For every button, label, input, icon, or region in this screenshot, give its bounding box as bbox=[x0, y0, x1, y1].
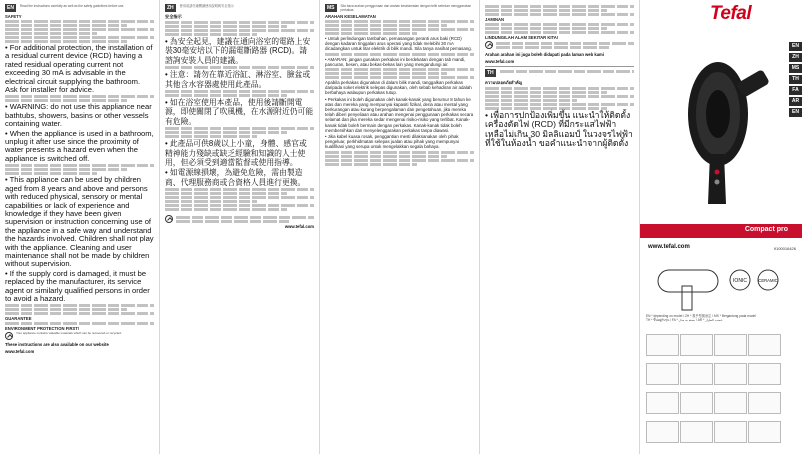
lang-badge-th: TH bbox=[487, 70, 494, 76]
spec-note-2: TH * ขึ้นอยู่กับรุ่น / FA * بسته به مدل / AR * حسب الطراز bbox=[646, 318, 723, 322]
illustration bbox=[646, 363, 679, 385]
tefal-logo: Tefal bbox=[710, 3, 752, 24]
illustration bbox=[680, 334, 713, 356]
illustration bbox=[748, 363, 781, 385]
zh-header-text: 使用前請仔細閱讀使用說明與安全指示 bbox=[179, 4, 234, 8]
lang-tab-zh: ZH bbox=[789, 53, 802, 62]
product-name: Compact pro bbox=[744, 226, 788, 233]
usage-illustrations bbox=[646, 334, 796, 450]
lang-tab-en: EN bbox=[789, 108, 802, 117]
lang-badge-ms: MS bbox=[327, 5, 335, 11]
ms-env-title: LINDUNGILAH ALAM SEKITAR KITA! bbox=[485, 35, 559, 40]
ceramic-label: CERAMIC bbox=[758, 278, 778, 283]
illustration bbox=[714, 363, 747, 385]
illustration bbox=[680, 392, 713, 414]
illustration bbox=[646, 392, 679, 414]
lang-badge-zh: ZH bbox=[167, 5, 174, 11]
en-env-text: Your appliance contains valuable materials which can be recovered or recycled. bbox=[16, 331, 122, 336]
ms-children: • Perkakas ini boleh digunakan oleh kanak-kanak yang berumur 8 tahun ke atas dan mereka yang mempunyai kapasiti fizikal, deria atau mental yang berkurangan atau kurang berpengalaman dan pengetahuan, jika mereka telah diberi penyeliaan atau arahan mengenai penggunaan perkakas secara selamat dan jika mereka sedar mengenai risiko-risiko yang terlibat. Kanak-kanak tidak boleh bermain dengan perkakas. Kanak-kanak tidak boleh membersihkan dan menyelenggarakan perkakas tanpa diawasi. bbox=[325, 96, 474, 133]
lang-tab-ar: AR bbox=[789, 97, 802, 106]
en-guarantee-title: GUARANTEE bbox=[5, 316, 32, 322]
recycle-icon bbox=[5, 332, 13, 340]
zh-header bbox=[165, 4, 314, 12]
en-header bbox=[5, 4, 154, 12]
panel-english bbox=[0, 0, 160, 454]
ms-env-row bbox=[485, 41, 634, 50]
en-website: www.tefal.com bbox=[5, 349, 35, 355]
illustration bbox=[714, 421, 747, 443]
recycle-icon bbox=[485, 41, 493, 49]
zh-cord: • 如電源線損壞，為避免危險，需由製造商、代理服務商或合資格人員進行更換。 bbox=[165, 168, 306, 187]
en-warning-cord: • If the supply cord is damaged, it must be replaced by the manufacturer, its service agent or similarly qualified persons in order to avoid a hazard. bbox=[5, 268, 150, 303]
illustration bbox=[714, 334, 747, 356]
product-diagram bbox=[648, 256, 794, 312]
zh-bathroom: • 如在浴室使用本產品，使用後請斷開電源，即使關閉了吹風機，在水源附近仍可能有危險。 bbox=[165, 98, 314, 126]
zh-website: www.tefal.com bbox=[284, 224, 314, 230]
spec-note-1: EN * depending on model / ZH * 視乎型號而定 / MS * Bergantung pada model bbox=[646, 314, 756, 318]
lang-tab-fa: FA bbox=[789, 86, 802, 95]
en-header-text: Read the instructions carefully as well as the safety guidelines before use. bbox=[19, 4, 125, 8]
en-env-title: ENVIRONMENT PROTECTION FIRST! bbox=[5, 326, 80, 332]
en-warning-bathroom: • When the appliance is used in a bathroom, unplug it after use since the proximity of water presents a hazard even when the appliance is switched off. bbox=[5, 128, 154, 163]
illustration bbox=[680, 363, 713, 385]
lang-tab-en: EN bbox=[789, 42, 802, 51]
language-tabs bbox=[789, 42, 802, 119]
lang-tab-ms: MS bbox=[789, 64, 802, 73]
ms-safety-title: ARAHAN KESELAMATAN bbox=[325, 14, 376, 19]
illustration bbox=[748, 334, 781, 356]
hair-dryer-illustration bbox=[658, 44, 778, 214]
ionic-label: IONIC bbox=[733, 278, 747, 284]
spec-notes bbox=[646, 314, 796, 322]
ms-header bbox=[325, 4, 474, 12]
panel-chinese bbox=[160, 0, 320, 454]
zh-water: • 注意：請勿在靠近浴缸、淋浴室、臉盆或其他含水容器處使用此產品。 bbox=[165, 70, 311, 89]
zh-safety-title: 安全指示 bbox=[165, 14, 182, 19]
illustration bbox=[714, 392, 747, 414]
product-code: 9100016426 bbox=[773, 246, 796, 251]
panel-malay bbox=[320, 0, 480, 454]
zh-children: • 此產品可供8歲以上小童，身體、感官或精神能力殘缺或缺乏經驗和知識的人士使用，但必須受到適當監督或使用指導。 bbox=[165, 139, 307, 168]
ms-bathroom: Apabila perkakas digunakan di dalam bilik mandi, tanggalkan perkakas daripada soket elektrik selepas digunakan, oleh sebab kehadiran air adalah berbahaya walaupun perkakas tutup. bbox=[325, 80, 472, 96]
lang-badge-en: EN bbox=[7, 5, 14, 11]
illustration bbox=[748, 392, 781, 414]
en-warning-children: • This appliance can be used by children aged from 8 years and above and persons with reduced physical, sensory or mental capabilities or lack of experience and knowledge if they have been given supervision or instruction concerning use of the appliance in a safe way and understand the hazards involved. Children shall not play with the appliance. Cleaning and user maintenance shall not be made by children without supervision. bbox=[5, 175, 154, 269]
en-safety-title: SAFETY bbox=[5, 14, 22, 19]
illustration bbox=[748, 421, 781, 443]
ms-water: • AMARAN: jangan gunakan perkakas ini berdekatan dengan tab mandi, pancuran, besen, atau bekas-bekas lain yang mengandungi air. bbox=[325, 56, 466, 67]
ms-guarantee-title: JAMINAN bbox=[485, 17, 505, 22]
cover-website: www.tefal.com bbox=[648, 244, 690, 250]
en-env-row bbox=[5, 332, 154, 340]
en-online-note: These instructions are also available on our website bbox=[5, 342, 109, 348]
en-warning-rcd: • For additional protection, the installation of a residual current device (RCD) having a rated residual operating current not exceeding 30 mA is advisable in the electrical circuit supplying the bathroom. Ask for installer for advice. bbox=[5, 43, 153, 95]
ms-rcd: • Untuk perlindungan tambahan, pemasangan peranti arus baki (RCD) dengan kadaran tinggalan arus operasi yang tidak melebihi 30 mA dicadangkan untuk litar elektrik di bilik mandi. Sila tanya nasihat pemasang. bbox=[325, 36, 472, 52]
en-warning-water: • WARNING: do not use this appliance near bathtubs, showers, basins or other vessels containing water. bbox=[5, 102, 152, 129]
illustration bbox=[646, 334, 679, 356]
zh-rcd: • 為安全起見，建議在通向浴室的電路上安裝30毫安培以下的漏電斷路器 (RCD)。請諮詢安裝人員的建議。 bbox=[165, 37, 311, 65]
th-rcd: • เพื่อการปกป้องเพิ่มขึ้น แนะนำให้ติดตั้งเครื่องตัดไฟ (RCD) ที่มีกระแสไฟฟ้าเหลือไม่เกิน 30 มิลลิแอมป์ ในวงจรไฟฟ้าที่ใช้ในห้องน้ำ ขอคำแนะนำจากผู้ติดตั้ง bbox=[485, 110, 633, 149]
ms-cord: • Jika kabel kuasa rosak, penggantian mesti dilaksanakan oleh pihak pengeluar, perkhidmatan selepas jualan atau pihak yang mempunyai kualifikasi yang serupa untuk mengelakkan segala bahaya. bbox=[325, 134, 459, 150]
ms-online-note: Arahan arahan ini juga boleh didapati pada laman web kami bbox=[485, 52, 604, 57]
ms-header-text: Sila baca arahan penggunaan dan arahan keselamatan dengan teliti sebelum menggunakan perkakas bbox=[340, 4, 472, 12]
zh-env-row bbox=[165, 215, 314, 224]
th-header bbox=[485, 69, 634, 77]
panel-malay-thai bbox=[480, 0, 640, 454]
illustration bbox=[680, 421, 713, 443]
recycle-icon bbox=[165, 215, 173, 223]
panel-cover bbox=[640, 0, 802, 454]
ms-website: www.tefal.com bbox=[485, 59, 515, 64]
th-safety-title: ความปลอดภัยสำคัญ bbox=[485, 80, 523, 85]
illustration bbox=[646, 421, 679, 443]
lang-tab-th: TH bbox=[789, 75, 802, 84]
